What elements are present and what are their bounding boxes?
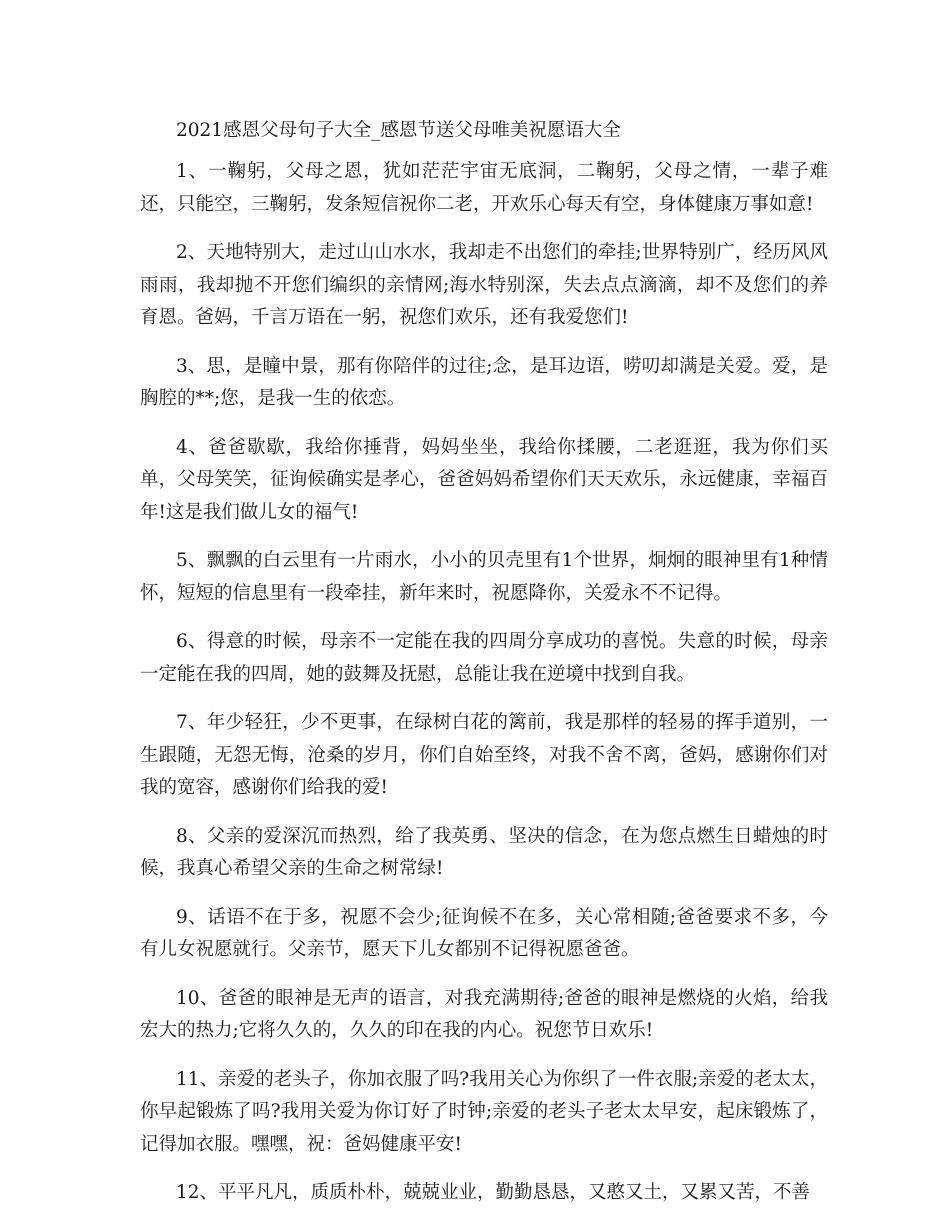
paragraph-10: 10、爸爸的眼神是无声的语言，对我充满期待;爸爸的眼神是燃烧的火焰，给我宏大的热力;它将久久的，久久的印在我的内心。祝您节日欢乐!: [140, 987, 828, 1041]
paragraph-1: 1、一鞠躬，父母之恩，犹如茫茫宇宙无底洞，二鞠躬，父母之情，一辈子难还，只能空，三鞠躬，发条短信祝你二老，开欢乐心每天有空，身体健康万事如意!: [140, 161, 828, 215]
document-title: 2021感恩父母句子大全_感恩节送父母唯美祝愿语大全: [176, 120, 621, 141]
paragraph-2: 2、天地特别大，走过山山水水，我却走不出您们的牵挂;世界特别广，经历风风雨雨，我却抛不开您们编织的亲情网;海水特别深，失去点点滴滴，却不及您们的养育恩。爸妈，千言万语在一躬，祝您们欢乐，还有我爱您们!: [140, 242, 828, 328]
paragraph-6: 6、得意的时候，母亲不一定能在我的四周分享成功的喜悦。失意的时候，母亲一定能在我的四周，她的鼓舞及抚慰，总能让我在逆境中找到自我。: [140, 631, 828, 685]
document-page: [140, 118, 828, 1210]
paragraph-8: 8、父亲的爱深沉而热烈，给了我英勇、坚决的信念，在为您点燃生日蜡烛的时候，我真心希望父亲的生命之树常绿!: [140, 825, 828, 879]
paragraph-3: 3、思，是瞳中景，那有你陪伴的过往;念，是耳边语，唠叨却满是关爱。爱，是胸腔的**;您，是我一生的依恋。: [140, 355, 828, 409]
paragraph-12: 12、平平凡凡，质质朴朴，兢兢业业，勤勤恳恳，又憨又土，又累又苦，不善: [176, 1182, 811, 1203]
paragraph-4: 4、爸爸歇歇，我给你捶背，妈妈坐坐，我给你揉腰，二老逛逛，我为你们买单，父母笑笑，征询候确实是孝心，爸爸妈妈希望你们天天欢乐，永远健康，幸福百年!这是我们做儿女的福气!: [140, 436, 828, 523]
paragraph-5: 5、飘飘的白云里有一片雨水，小小的贝壳里有1个世界，炯炯的眼神里有1种情怀，短短的信息里有一段牵挂，新年来时，祝愿降你，关爱永不不记得。: [140, 550, 828, 604]
paragraph-7: 7、年少轻狂，少不更事，在绿树白花的篱前，我是那样的轻易的挥手道别，一生跟随，无怨无悔，沧桑的岁月，你们自始至终，对我不舍不离，爸妈，感谢你们对我的宽容，感谢你们给我的爱!: [140, 712, 828, 798]
paragraph-9: 9、话语不在于多，祝愿不会少;征询候不在多，关心常相随;爸爸要求不多，今有儿女祝愿就行。父亲节，愿天下儿女都别不记得祝愿爸爸。: [140, 906, 828, 960]
paragraph-11: 11、亲爱的老头子，你加衣服了吗?我用关心为你织了一件衣服;亲爱的老太太，你早起锻炼了吗?我用关爱为你订好了时钟;亲爱的老头子老太太早安，起床锻炼了，记得加衣服。嘿嘿，祝：爸妈健康平安!: [140, 1068, 828, 1155]
